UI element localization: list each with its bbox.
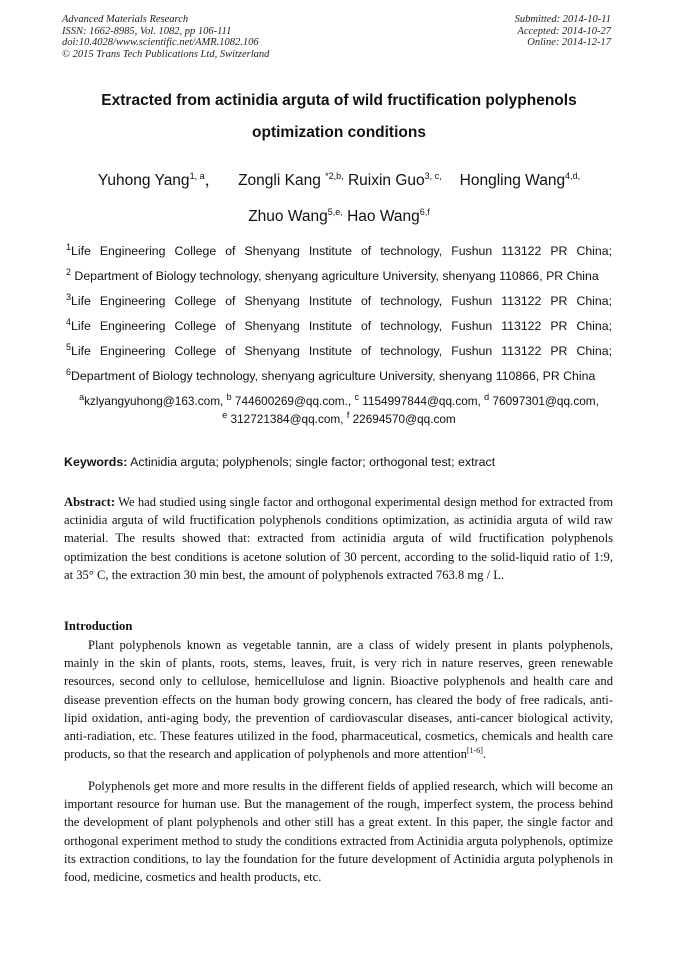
affiliation-3 [66,291,612,308]
journal-header [62,14,269,60]
email-a: kzlyangyuhong@163.com, [84,394,224,408]
abstract-paragraph [64,493,613,584]
abstract-label: Abstract: [64,495,116,509]
affiliation-number: 6 [66,366,72,377]
affiliation-1 [66,241,612,258]
submitted-date: Submitted: 2014-10-11 [514,14,611,25]
affiliation-text: Life Engineering College of Shenyang Institute of technology, Fushun 113122 PR China; [71,244,612,258]
author-affiliation-mark: 6,f [419,206,430,217]
paragraph-end: . [482,747,487,762]
affiliation-2 [66,266,612,283]
author-list-line-2 [40,208,638,226]
affiliation-number: 2 [66,266,72,277]
author-affiliation-mark: 1, a [189,170,205,181]
affiliation-text: Department of Biology technology, shenyang agriculture University, shenyang 110866, PR China [71,369,596,383]
author-separator: ， [204,172,221,189]
author-name: Ruixin Guo [347,172,425,189]
paragraph-text: Plant polyphenols known as vegetable tannin, are a class of widely present in plants polyphenols, mainly in the skin of plants, roots, stems, leaves, fruit, is very rich in nature reserves, green renewable resources, second only to cellulose, hemicellulose and lignin. Bioactive polyphenols and health care and disease prevention effects on the human body growing concern, has cleared the body of free radicals, anti-lipid oxidation, anti-aging body, the prevention of cardiovascular diseases, anti-cancer biological activity, anti-radiation, etc. These features utilized in the food, pharmaceutical, cosmetics, chemicals and health care products, so that the research and application of polyphenols and more attention [64,638,613,762]
affiliation-text: Life Engineering College of Shenyang Institute of technology, Fushun 113122 PR China; [71,344,612,358]
email-line-1: $^a$kzlyangyuhong@163.com, $^b$ 744600269@qq.com., $^c$ 1154997844@qq.com, $^d$ 76097301@qq.com, [79,392,599,408]
author-name: Hao Wang [347,208,420,225]
author-name: Hongling Wang [459,172,566,189]
keywords-label: Keywords: [64,455,128,469]
email-b: 744600269@qq.com., [234,394,352,408]
online-date: Online: 2014-12-17 [527,37,611,48]
keywords-line [64,455,495,469]
email-e: 312721384@qq.com, [230,412,344,426]
issn-line: ISSN: 1662-8985, Vol. 1082, pp 106-111 [62,25,232,37]
introduction-paragraph-1 [64,636,613,763]
dates-header [515,14,611,49]
author-affiliation-mark: 5,e, [327,206,343,217]
affiliation-number: 1 [66,241,72,252]
author-affiliation-mark: 3, c, [424,170,442,181]
affiliation-5 [66,341,612,358]
accepted-date: Accepted: 2014-10-27 [517,25,611,37]
citation-ref[interactable]: [1-6] [466,746,483,756]
email-d: 76097301@qq.com, [492,394,599,408]
email-f: 22694570@qq.com [352,412,456,426]
affiliation-number: 5 [66,341,72,352]
author-list-line-1 [40,168,638,190]
abstract-text: We had studied using single factor and orthogonal experimental design method for extracted from actinidia arguta of wild fructification polyphenols conditions optimization, as actinidia arguta of wild raw material. The results showed that: extracted from actinidia arguta of wild fructification polyphenols optimization the best conditions is acetone solution of 30 percent, according to the solid-liquid ratio of 1:9, at 35° C, the extraction 30 min best, the amount of polyphenols extracted 763.8 mg / L. [64,495,613,582]
author-name: Zhuo Wang [248,208,328,225]
affiliation-text: Life Engineering College of Shenyang Institute of technology, Fushun 113122 PR China; [71,294,612,308]
affiliation-text: Life Engineering College of Shenyang Institute of technology, Fushun 113122 PR China; [71,319,612,333]
affiliation-number: 3 [66,291,72,302]
author-name: Yuhong Yang [97,172,190,189]
introduction-heading: Introduction [64,619,133,633]
author-name: Zongli Kang [238,172,321,189]
paper-title-line-2: optimization conditions [252,124,426,141]
email-c: 1154997844@qq.com, [362,394,481,408]
keywords-text: Actinidia arguta; polyphenols; single factor; orthogonal test; extract [130,455,496,469]
introduction-paragraph-2: Polyphenols get more and more results in the different fields of applied research, which will become an important resource for human use. But the management of the rough, imperfect system, the process behind the development of plant polyphenols and other still has a great extent. In this paper, the single factor and orthogonal experiment method to study the conditions extracted from Actinidia arguta polyphenols, optimize its extraction conditions, to lay the foundation for the future development of Actinidia arguta polyphenols in food, medicine, cosmetics and health products, etc. [64,779,613,885]
author-affiliation-mark: *2,b, [325,170,344,181]
affiliation-4 [66,316,612,333]
affiliation-number: 4 [66,316,72,327]
affiliation-6 [66,366,612,383]
paper-title-line-1: Extracted from actinidia arguta of wild fructification polyphenols [101,92,577,109]
email-line-2: $^e$ 312721384@qq.com, $^f$ 22694570@qq.com [222,410,456,426]
copyright-line: © 2015 Trans Tech Publications Ltd, Switzerland [62,48,270,60]
journal-name: Advanced Materials Research [62,14,189,25]
doi-line: doi:10.4028/www.scientific.net/AMR.1082.106 [62,37,259,48]
author-affiliation-mark: 4,d, [565,170,581,181]
affiliation-text: Department of Biology technology, shenyang agriculture University, shenyang 110866, PR China [71,269,599,283]
